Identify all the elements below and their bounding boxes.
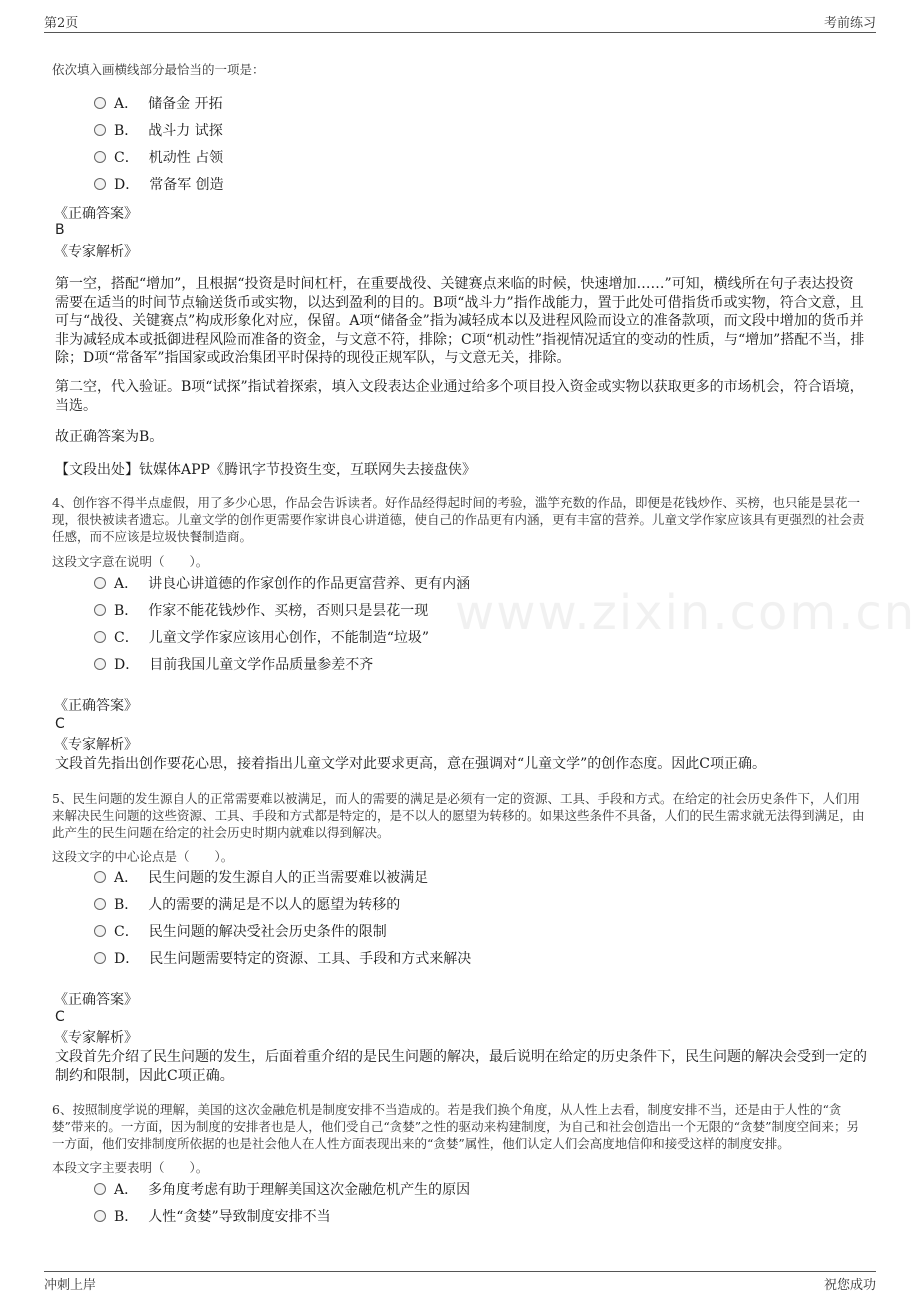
q3-analysis-p1: 第一空，搭配“增加”，且根据“投资是时间杠杆，在重要战役、关键赛点来临的时候，快速增加……”可知，横线所在句子表达投资需要在适当的时间节点输送货币或实物，以达到盈利的目的。B项“战斗力”指作战能力，置于此处可借指货币或实物，符合文意，且可与“战役、关键赛点”构成形象化对应，保留。A项“储备金”指为减轻成本以及进程风险而设立的准备款项，而文段中增加的货币并非为减轻成本或抵御进程风险而准备的资金，与文意不符，排除；C项“机动性”指视情况适宜的变动的性质，与“增加”搭配不当，排除；D项“常备军”指国家或政治集团平时保持的现役正规军队，与文意无关，排除。 xyxy=(55,276,865,366)
q6-stem: 6、按照制度学说的理解，美国的这次金融危机是制度安排不当造成的。若是我们换个角度，从人性上去看，制度安排不当，还是由于人性的“贪婪”带来的。一方面，因为制度的安排者也是人，他们受自己“贪婪”之性的驱动来构建制度，为自己和社会创造出一个无限的“贪婪”制度空间来；另一方面，他们安排制度所依据的也是社会他人在人性方面表现出来的“贪婪”属性，他们认定人们会高度地信仰和接受这样的制度安排。 xyxy=(52,1102,859,1151)
radio-icon[interactable] xyxy=(94,178,106,190)
q5-analysis-label: 《专家解析》 xyxy=(54,1030,138,1046)
q3-option-b[interactable]: B． 战斗力 试探 xyxy=(94,121,223,141)
q3-answer: B xyxy=(55,222,65,238)
radio-icon[interactable] xyxy=(94,898,106,910)
q4-option-a[interactable]: A． 讲良心讲道德的作家创作的作品更富营养、更有内涵 xyxy=(94,574,470,594)
q5-question: 这段文字的中心论点是（ ）。 xyxy=(52,849,234,864)
q3-option-d[interactable]: D． 常备军 创造 xyxy=(94,175,224,195)
q3-option-a[interactable]: A． 储备金 开拓 xyxy=(94,94,223,114)
q6-option-a[interactable]: A． 多角度考虑有助于理解美国这次金融危机产生的原因 xyxy=(94,1180,470,1200)
radio-icon[interactable] xyxy=(94,577,106,589)
radio-icon[interactable] xyxy=(94,925,106,937)
footer-left-label: 冲刺上岸 xyxy=(44,1278,97,1293)
q4-analysis-label: 《专家解析》 xyxy=(54,737,138,753)
header-divider xyxy=(44,32,876,33)
q4-option-b[interactable]: B． 作家不能花钱炒作、买榜，否则只是昙花一现 xyxy=(94,601,428,621)
q5-stem: 5、民生问题的发生源自人的正常需要难以被满足，而人的需要的满足是必须有一定的资源、工具、手段和方式。在给定的社会历史条件下，人们用来解决民生问题的这些资源、工具、手段和方式都是特定的，是不以人的愿望为转移的。如果这些条件不具备，人们的民生需求就无法得到满足，由此产生的民生问题在给定的社会历史时期内就难以得到解决。 xyxy=(52,791,865,840)
q5-option-c[interactable]: C． 民生问题的解决受社会历史条件的限制 xyxy=(94,922,387,942)
q5-answer-label: 《正确答案》 xyxy=(54,992,138,1008)
page-header xyxy=(44,12,876,32)
q5-option-b[interactable]: B． 人的需要的满足是不以人的愿望为转移的 xyxy=(94,895,400,915)
radio-icon[interactable] xyxy=(94,604,106,616)
q3-answer-label: 《正确答案》 xyxy=(54,206,138,222)
q6-question: 本段文字主要表明（ ）。 xyxy=(52,1160,209,1175)
q3-analysis-p2: 第二空，代入验证。B项“试探”指试着探索，填入文段表达企业通过给多个项目投入资金或实物以获取更多的市场机会，符合语境，当选。 xyxy=(55,379,864,414)
q4-question: 这段文字意在说明（ ）。 xyxy=(52,554,209,569)
q6-option-b[interactable]: B． 人性“贪婪”导致制度安排不当 xyxy=(94,1207,331,1227)
watermark: www.zixin.com.cn xyxy=(455,585,917,641)
radio-icon[interactable] xyxy=(94,631,106,643)
q4-option-d[interactable]: D． 目前我国儿童文学作品质量参差不齐 xyxy=(94,655,373,675)
q3-stem: 依次填入画横线部分最恰当的一项是： xyxy=(52,62,265,77)
footer-right-label: 祝您成功 xyxy=(823,1278,876,1293)
radio-icon[interactable] xyxy=(94,871,106,883)
radio-icon[interactable] xyxy=(94,658,106,670)
q3-source: 【文段出处】钛媒体APP《腾讯字节投资生变，互联网失去接盘侠》 xyxy=(55,462,476,478)
q5-analysis: 文段首先介绍了民生问题的发生，后面着重介绍的是民生问题的解决，最后说明在给定的历史条件下，民生问题的解决会受到一定的制约和限制，因此C项正确。 xyxy=(55,1049,867,1084)
radio-icon[interactable] xyxy=(94,1210,106,1222)
radio-icon[interactable] xyxy=(94,97,106,109)
q3-analysis-p3: 故正确答案为B。 xyxy=(55,429,164,445)
footer-divider xyxy=(44,1271,876,1272)
page-number: 第2页 xyxy=(44,16,79,31)
radio-icon[interactable] xyxy=(94,1183,106,1195)
q4-stem: 4、创作容不得半点虚假，用了多少心思，作品会告诉读者。好作品经得起时间的考验，滥竽充数的作品，即便是花钱炒作、买榜，也只能是昙花一现，很快被读者遗忘。儿童文学的创作更需要作家讲良心讲道德，使自己的作品更有内涵，更有丰富的营养。儿童文学作家应该具有更强烈的社会责任感，而不应该是垃圾快餐制造商。 xyxy=(52,495,865,544)
radio-icon[interactable] xyxy=(94,124,106,136)
q4-option-c[interactable]: C． 儿童文学作家应该用心创作，不能制造“垃圾” xyxy=(94,628,429,648)
q4-answer-label: 《正确答案》 xyxy=(54,698,138,714)
radio-icon[interactable] xyxy=(94,952,106,964)
radio-icon[interactable] xyxy=(94,151,106,163)
q5-option-d[interactable]: D． 民生问题需要特定的资源、工具、手段和方式来解决 xyxy=(94,949,471,969)
q5-option-a[interactable]: A． 民生问题的发生源自人的正当需要难以被满足 xyxy=(94,868,428,888)
q4-answer: C xyxy=(55,716,65,732)
q3-analysis-label: 《专家解析》 xyxy=(54,244,138,260)
q3-option-c[interactable]: C． 机动性 占领 xyxy=(94,148,223,168)
header-right-label: 考前练习 xyxy=(823,16,876,31)
q4-analysis: 文段首先指出创作要花心思，接着指出儿童文学对此要求更高，意在强调对“儿童文学”的创作态度。因此C项正确。 xyxy=(55,756,767,772)
q5-answer: C xyxy=(55,1009,65,1025)
